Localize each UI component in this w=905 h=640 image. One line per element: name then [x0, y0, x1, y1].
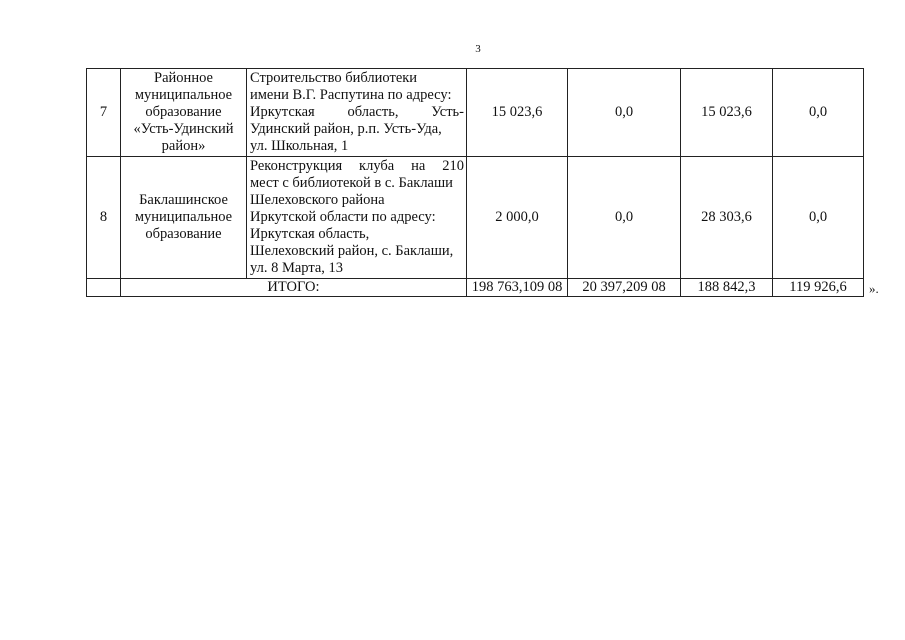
table-row — [87, 69, 864, 157]
value-cell-2: 0,0 — [568, 157, 681, 279]
total-value-1: 198 763,109 08 — [467, 279, 568, 297]
object-line: Иркутской области по адресу: — [250, 209, 436, 225]
object-line: имени В.Г. Распутина по адресу: — [250, 87, 452, 103]
value-cell-4: 0,0 — [773, 69, 864, 157]
table-row — [87, 157, 864, 279]
municipality-cell — [121, 157, 247, 279]
object-line: ул. 8 Марта, 13 — [250, 260, 344, 276]
total-empty-cell — [87, 279, 121, 297]
total-row — [87, 279, 864, 297]
object-line: Строительство библиотеки — [250, 70, 418, 86]
municipality-line: Баклашинское — [139, 192, 228, 208]
object-line: Шелеховского района — [250, 192, 385, 208]
value-cell-2: 0,0 — [568, 69, 681, 157]
row-number: 7 — [87, 69, 121, 157]
total-label: ИТОГО: — [121, 279, 467, 297]
object-line: мест с библиотекой в с. Баклаши — [250, 175, 453, 191]
object-line: ул. Школьная, 1 — [250, 138, 349, 154]
object-cell — [247, 69, 467, 157]
object-line: Шелеховский район, с. Баклаши, — [250, 243, 454, 259]
object-line: Удинский район, р.п. Усть-Уда, — [250, 121, 442, 137]
object-cell — [247, 157, 467, 279]
municipality-line: муниципальное — [134, 87, 233, 103]
page-number: 3 — [475, 43, 481, 55]
municipality-line: образование — [145, 226, 222, 242]
value-cell-1: 15 023,6 — [467, 69, 568, 157]
closing-quote-mark: ». — [869, 281, 879, 296]
value-cell-3: 15 023,6 — [681, 69, 773, 157]
municipality-line: муниципальное — [134, 209, 233, 225]
municipality-line: район» — [161, 138, 206, 154]
municipality-line: Районное — [154, 70, 213, 86]
value-cell-3: 28 303,6 — [681, 157, 773, 279]
object-line: Иркутская область, Усть- — [250, 104, 464, 120]
value-cell-4: 0,0 — [773, 157, 864, 279]
municipality-line: образование — [145, 104, 222, 120]
value-cell-1: 2 000,0 — [467, 157, 568, 279]
total-value-4: 119 926,6 — [773, 279, 864, 297]
municipality-line: «Усть-Удинский — [133, 121, 234, 137]
row-number: 8 — [87, 157, 121, 279]
object-line: Реконструкция клуба на 210 — [250, 158, 464, 174]
object-line: Иркутская область, — [250, 226, 370, 242]
total-value-2: 20 397,209 08 — [568, 279, 681, 297]
municipality-cell — [121, 69, 247, 157]
total-value-3: 188 842,3 — [681, 279, 773, 297]
budget-table — [86, 68, 864, 297]
